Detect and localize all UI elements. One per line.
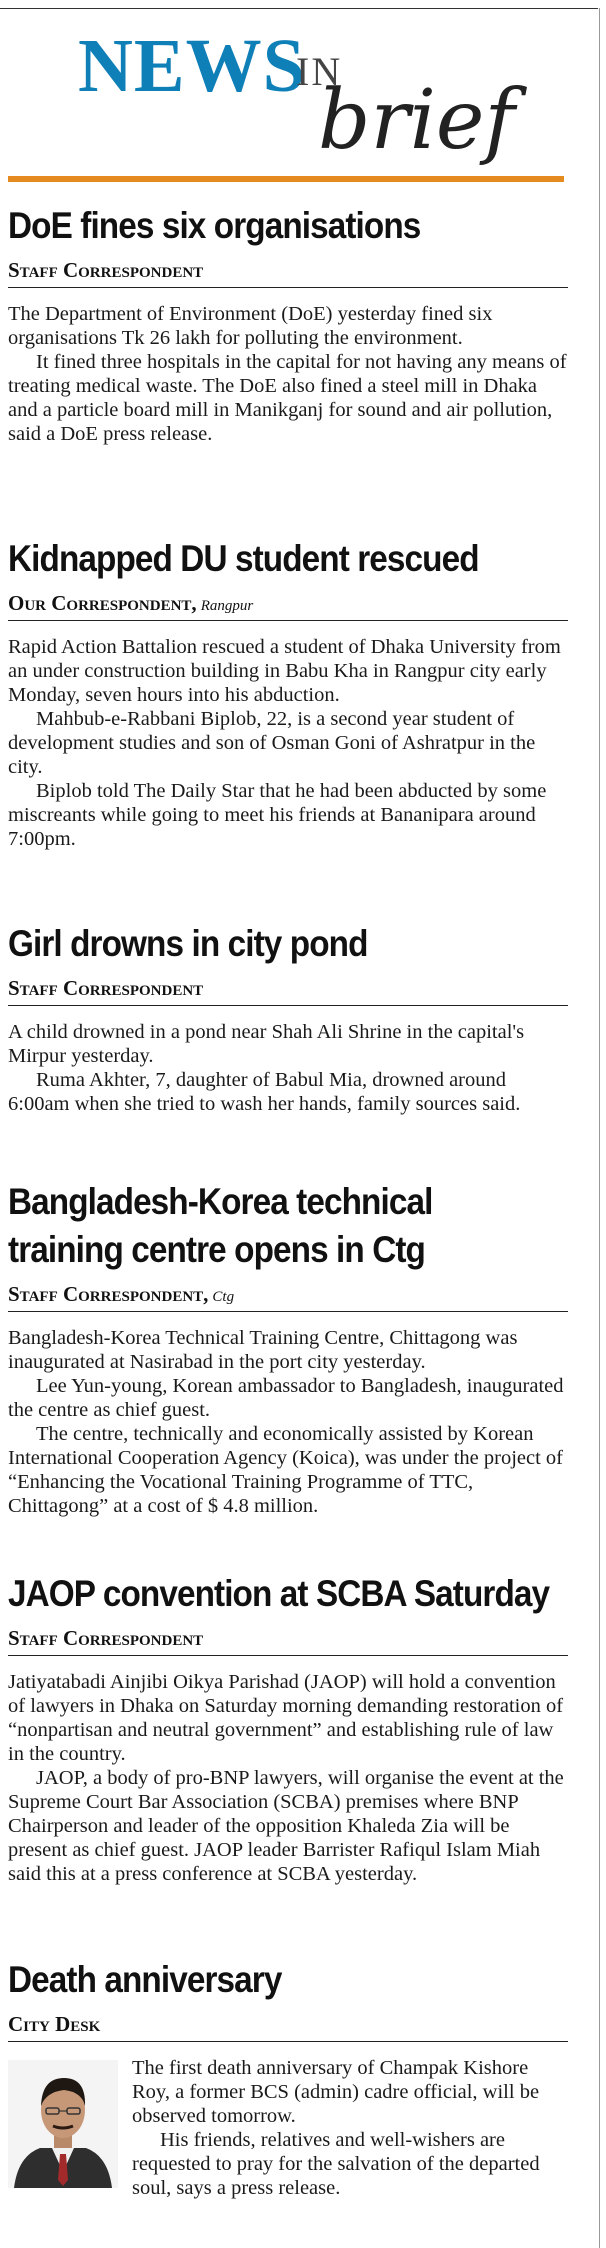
paragraph: The first death anniversary of Champak Kishore Roy, a former BCS (admin) cadre official, will be observed tomorrow. bbox=[132, 2057, 540, 2127]
headline: JAOP convention at SCBA Saturday bbox=[8, 1573, 550, 1614]
article-body bbox=[8, 302, 568, 446]
masthead bbox=[0, 22, 600, 172]
article-death-anniversary bbox=[8, 1956, 568, 2200]
masthead-underline bbox=[8, 176, 564, 182]
article-body bbox=[8, 1020, 568, 1116]
byline-author: Our Correspondent, bbox=[8, 591, 197, 615]
column-rule bbox=[599, 8, 600, 2248]
paragraph: Bangladesh-Korea Technical Training Centre, Chittagong was inaugurated at Nasirabad in the port city yesterday. bbox=[8, 1327, 518, 1373]
paragraph: Ruma Akhter, 7, daughter of Babul Mia, drowned around 6:00am when she tried to wash her hands, family sources said. bbox=[8, 1069, 521, 1115]
headline: Kidnapped DU student rescued bbox=[8, 538, 479, 579]
byline-author: Staff Correspondent bbox=[8, 976, 204, 1000]
headline: Girl drowns in city pond bbox=[8, 923, 368, 964]
masthead-news: NEWS bbox=[78, 24, 306, 108]
paragraph: The Department of Environment (DoE) yesterday fined six organisations Tk 26 lakh for polluting the environment. bbox=[8, 303, 493, 349]
paragraph: It fined three hospitals in the capital for not having any means of treating medical waste. The DoE also fined a steel mill in Dhaka and a particle board mill in Manikganj for sound and air pollution, said a DoE press release. bbox=[8, 351, 567, 445]
headline: Death anniversary bbox=[8, 1959, 282, 2000]
paragraph: Jatiyatabadi Ainjibi Oikya Parishad (JAOP) will hold a convention of lawyers in Dhaka on Saturday morning demanding restoration of “nonpartisan and neutral government” and establishing rule of law in the country. bbox=[8, 1671, 564, 1765]
byline-location: Rangpur bbox=[200, 598, 254, 614]
paragraph: Lee Yun-young, Korean ambassador to Bangladesh, inaugurated the centre as chief guest. bbox=[8, 1375, 564, 1421]
paragraph: A child drowned in a pond near Shah Ali Shrine in the capital's Mirpur yesterday. bbox=[8, 1021, 525, 1067]
paragraph: JAOP, a body of pro-BNP lawyers, will organise the event at the Supreme Court Bar Association (SCBA) premises where BNP Chairperson and leader of the opposition Khaleda Zia will be present as chief guest. JAOP leader Barrister Rafiqul Islam Miah said this at a press conference at SCBA yesterday. bbox=[8, 1767, 564, 1885]
article-body bbox=[8, 635, 568, 851]
byline-author: Staff Correspondent bbox=[8, 1626, 204, 1650]
byline-author: City Desk bbox=[8, 2012, 101, 2036]
byline bbox=[8, 976, 568, 1006]
article-training-centre bbox=[8, 1178, 568, 1518]
paragraph: His friends, relatives and well-wishers are requested to pray for the salvation of the departed soul, says a press release. bbox=[132, 2129, 540, 2199]
headline: DoE fines six organisations bbox=[8, 205, 421, 246]
article-body bbox=[8, 2056, 568, 2200]
headline-line2: training centre opens in Ctg bbox=[8, 1229, 425, 1270]
headline-line1: Bangladesh-Korea technical bbox=[8, 1181, 433, 1222]
byline bbox=[8, 1626, 568, 1656]
portrait-photo bbox=[8, 2060, 118, 2188]
article-doe-fines bbox=[8, 202, 568, 446]
byline-author: Staff Correspondent bbox=[8, 258, 204, 282]
paragraph: Rapid Action Battalion rescued a student of Dhaka University from an under construction building in Babu Kha in Rangpur city early Monday, seven hours into his abduction. bbox=[8, 636, 561, 706]
byline bbox=[8, 591, 568, 621]
paragraph: The centre, technically and economically assisted by Korean International Cooperation Agency (Koica), was under the project of “Enhancing the Vocational Training Programme of TTC, Chittagong” at a cost of $ 4.8 million. bbox=[8, 1423, 564, 1517]
masthead-in: IN bbox=[296, 49, 343, 94]
byline-author: Staff Correspondent, bbox=[8, 1282, 209, 1306]
article-kidnapped-student bbox=[8, 535, 568, 851]
paragraph: Mahbub-e-Rabbani Biplob, 22, is a second year student of development studies and son of Osman Goni of Ashratpur in the city. bbox=[8, 708, 536, 778]
byline bbox=[8, 258, 568, 288]
portrait-image bbox=[8, 2060, 118, 2188]
paragraph: Biplob told The Daily Star that he had been abducted by some miscreants while going to meet his friends at Bananipara around 7:00pm. bbox=[8, 780, 547, 850]
article-body bbox=[8, 1670, 568, 1886]
article-jaop-convention bbox=[8, 1570, 568, 1886]
article-body bbox=[8, 1326, 568, 1518]
byline bbox=[8, 1282, 568, 1312]
top-rule bbox=[0, 8, 598, 9]
article-girl-drowns bbox=[8, 920, 568, 1116]
masthead-brief: brief bbox=[318, 73, 515, 168]
byline bbox=[8, 2012, 568, 2042]
byline-location: Ctg bbox=[212, 1289, 235, 1305]
